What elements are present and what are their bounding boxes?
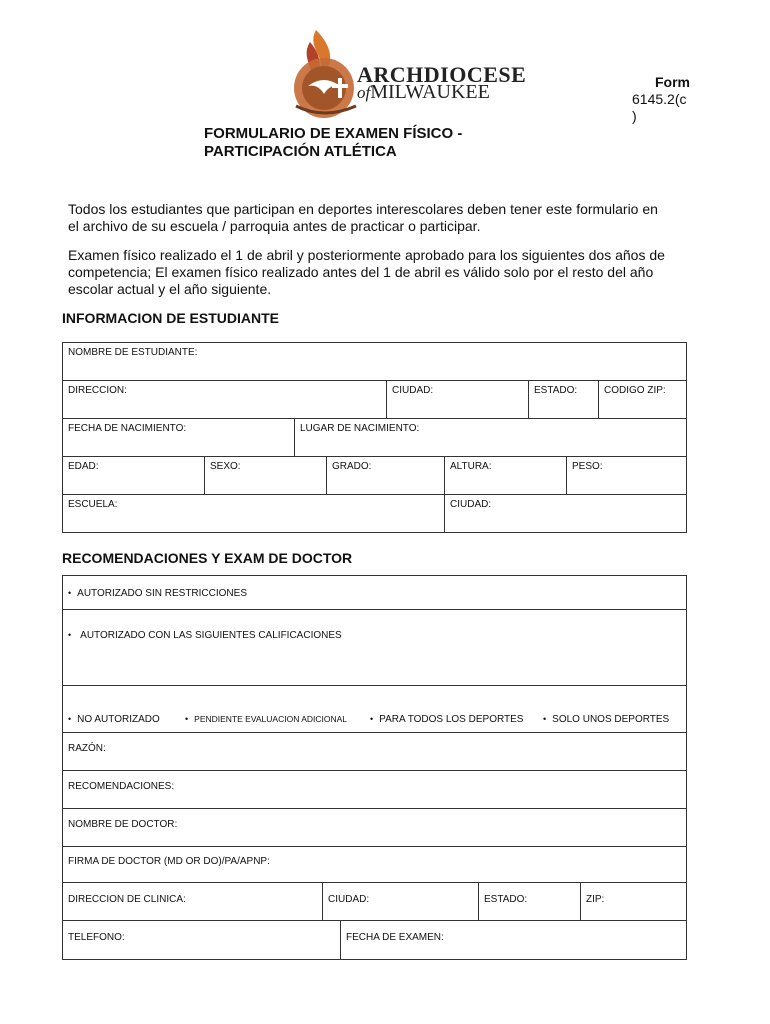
logo-line2: ofMILWAUKEE bbox=[357, 81, 490, 103]
reason-field[interactable]: RAZÓN: bbox=[68, 743, 106, 754]
zip-field[interactable]: CODIGO ZIP: bbox=[604, 385, 666, 396]
student-name-field[interactable]: NOMBRE DE ESTUDIANTE: bbox=[68, 347, 198, 358]
doctor-signature-field[interactable]: FIRMA DE DOCTOR (MD OR DO)/PA/APNP: bbox=[68, 856, 270, 867]
clinic-address-field[interactable]: DIRECCION DE CLINICA: bbox=[68, 894, 186, 905]
option-some-sports[interactable]: • SOLO UNOS DEPORTES bbox=[543, 714, 670, 725]
form-number-suffix: ) bbox=[632, 108, 637, 124]
form-number-value: 6145.2(c bbox=[632, 91, 687, 107]
student-section-heading: INFORMACION DE ESTUDIANTE bbox=[62, 310, 279, 326]
clinic-city-field[interactable]: CIUDAD: bbox=[328, 894, 370, 905]
phone-field[interactable]: TELEFONO: bbox=[68, 932, 125, 943]
address-field[interactable]: DIRECCION: bbox=[68, 385, 127, 396]
option-all-sports[interactable]: • PARA TODOS LOS DEPORTES bbox=[370, 714, 524, 725]
city-field[interactable]: CIUDAD: bbox=[392, 385, 434, 396]
archdiocese-emblem-icon bbox=[286, 28, 366, 120]
exam-date-field[interactable]: FECHA DE EXAMEN: bbox=[346, 932, 444, 943]
weight-field[interactable]: PESO: bbox=[572, 461, 603, 472]
clinic-zip-field[interactable]: ZIP: bbox=[586, 894, 605, 905]
school-city-field[interactable]: CIUDAD: bbox=[450, 499, 492, 510]
doctor-name-field[interactable]: NOMBRE DE DOCTOR: bbox=[68, 819, 178, 830]
logo-line1: ARCHDIOCESE bbox=[357, 62, 527, 87]
doctor-section-heading: RECOMENDACIONES Y EXAM DE DOCTOR bbox=[62, 550, 353, 566]
option-authorized-no-restrictions[interactable]: • AUTORIZADO SIN RESTRICCIONES bbox=[68, 588, 247, 599]
state-field[interactable]: ESTADO: bbox=[534, 385, 578, 396]
intro-paragraph-1: Todos los estudiantes que participan en deportes interescolares deben tener este formulario en el archivo de su escuela / parroquia antes de practicar o participar. bbox=[68, 201, 658, 234]
sex-field[interactable]: SEXO: bbox=[210, 461, 241, 472]
form-label: Form bbox=[655, 74, 690, 90]
page-title: FORMULARIO DE EXAMEN FÍSICO - PARTICIPACIÓN ATLÉTICA bbox=[204, 125, 463, 160]
grade-field[interactable]: GRADO: bbox=[332, 461, 372, 472]
option-not-authorized[interactable]: • NO AUTORIZADO bbox=[68, 714, 160, 725]
intro-paragraph-2: Examen físico realizado el 1 de abril y posteriormente aprobado para los siguientes dos años de competencia; El examen físico realizado antes del 1 de abril es válido solo por el resto del año escolar actual y el año siguiente. bbox=[68, 247, 665, 297]
height-field[interactable]: ALTURA: bbox=[450, 461, 492, 472]
option-pending-evaluation[interactable]: • PENDIENTE EVALUACION ADICIONAL bbox=[185, 714, 348, 724]
birth-date-field[interactable]: FECHA DE NACIMIENTO: bbox=[68, 423, 187, 434]
form-number bbox=[632, 74, 690, 125]
age-field[interactable]: EDAD: bbox=[68, 461, 99, 472]
clinic-state-field[interactable]: ESTADO: bbox=[484, 894, 528, 905]
option-authorized-with-qualifications[interactable]: • AUTORIZADO CON LAS SIGUIENTES CALIFICACIONES bbox=[68, 630, 342, 641]
school-field[interactable]: ESCUELA: bbox=[68, 499, 118, 510]
birth-place-field[interactable]: LUGAR DE NACIMIENTO: bbox=[300, 423, 420, 434]
recommendations-field[interactable]: RECOMENDACIONES: bbox=[68, 781, 175, 792]
